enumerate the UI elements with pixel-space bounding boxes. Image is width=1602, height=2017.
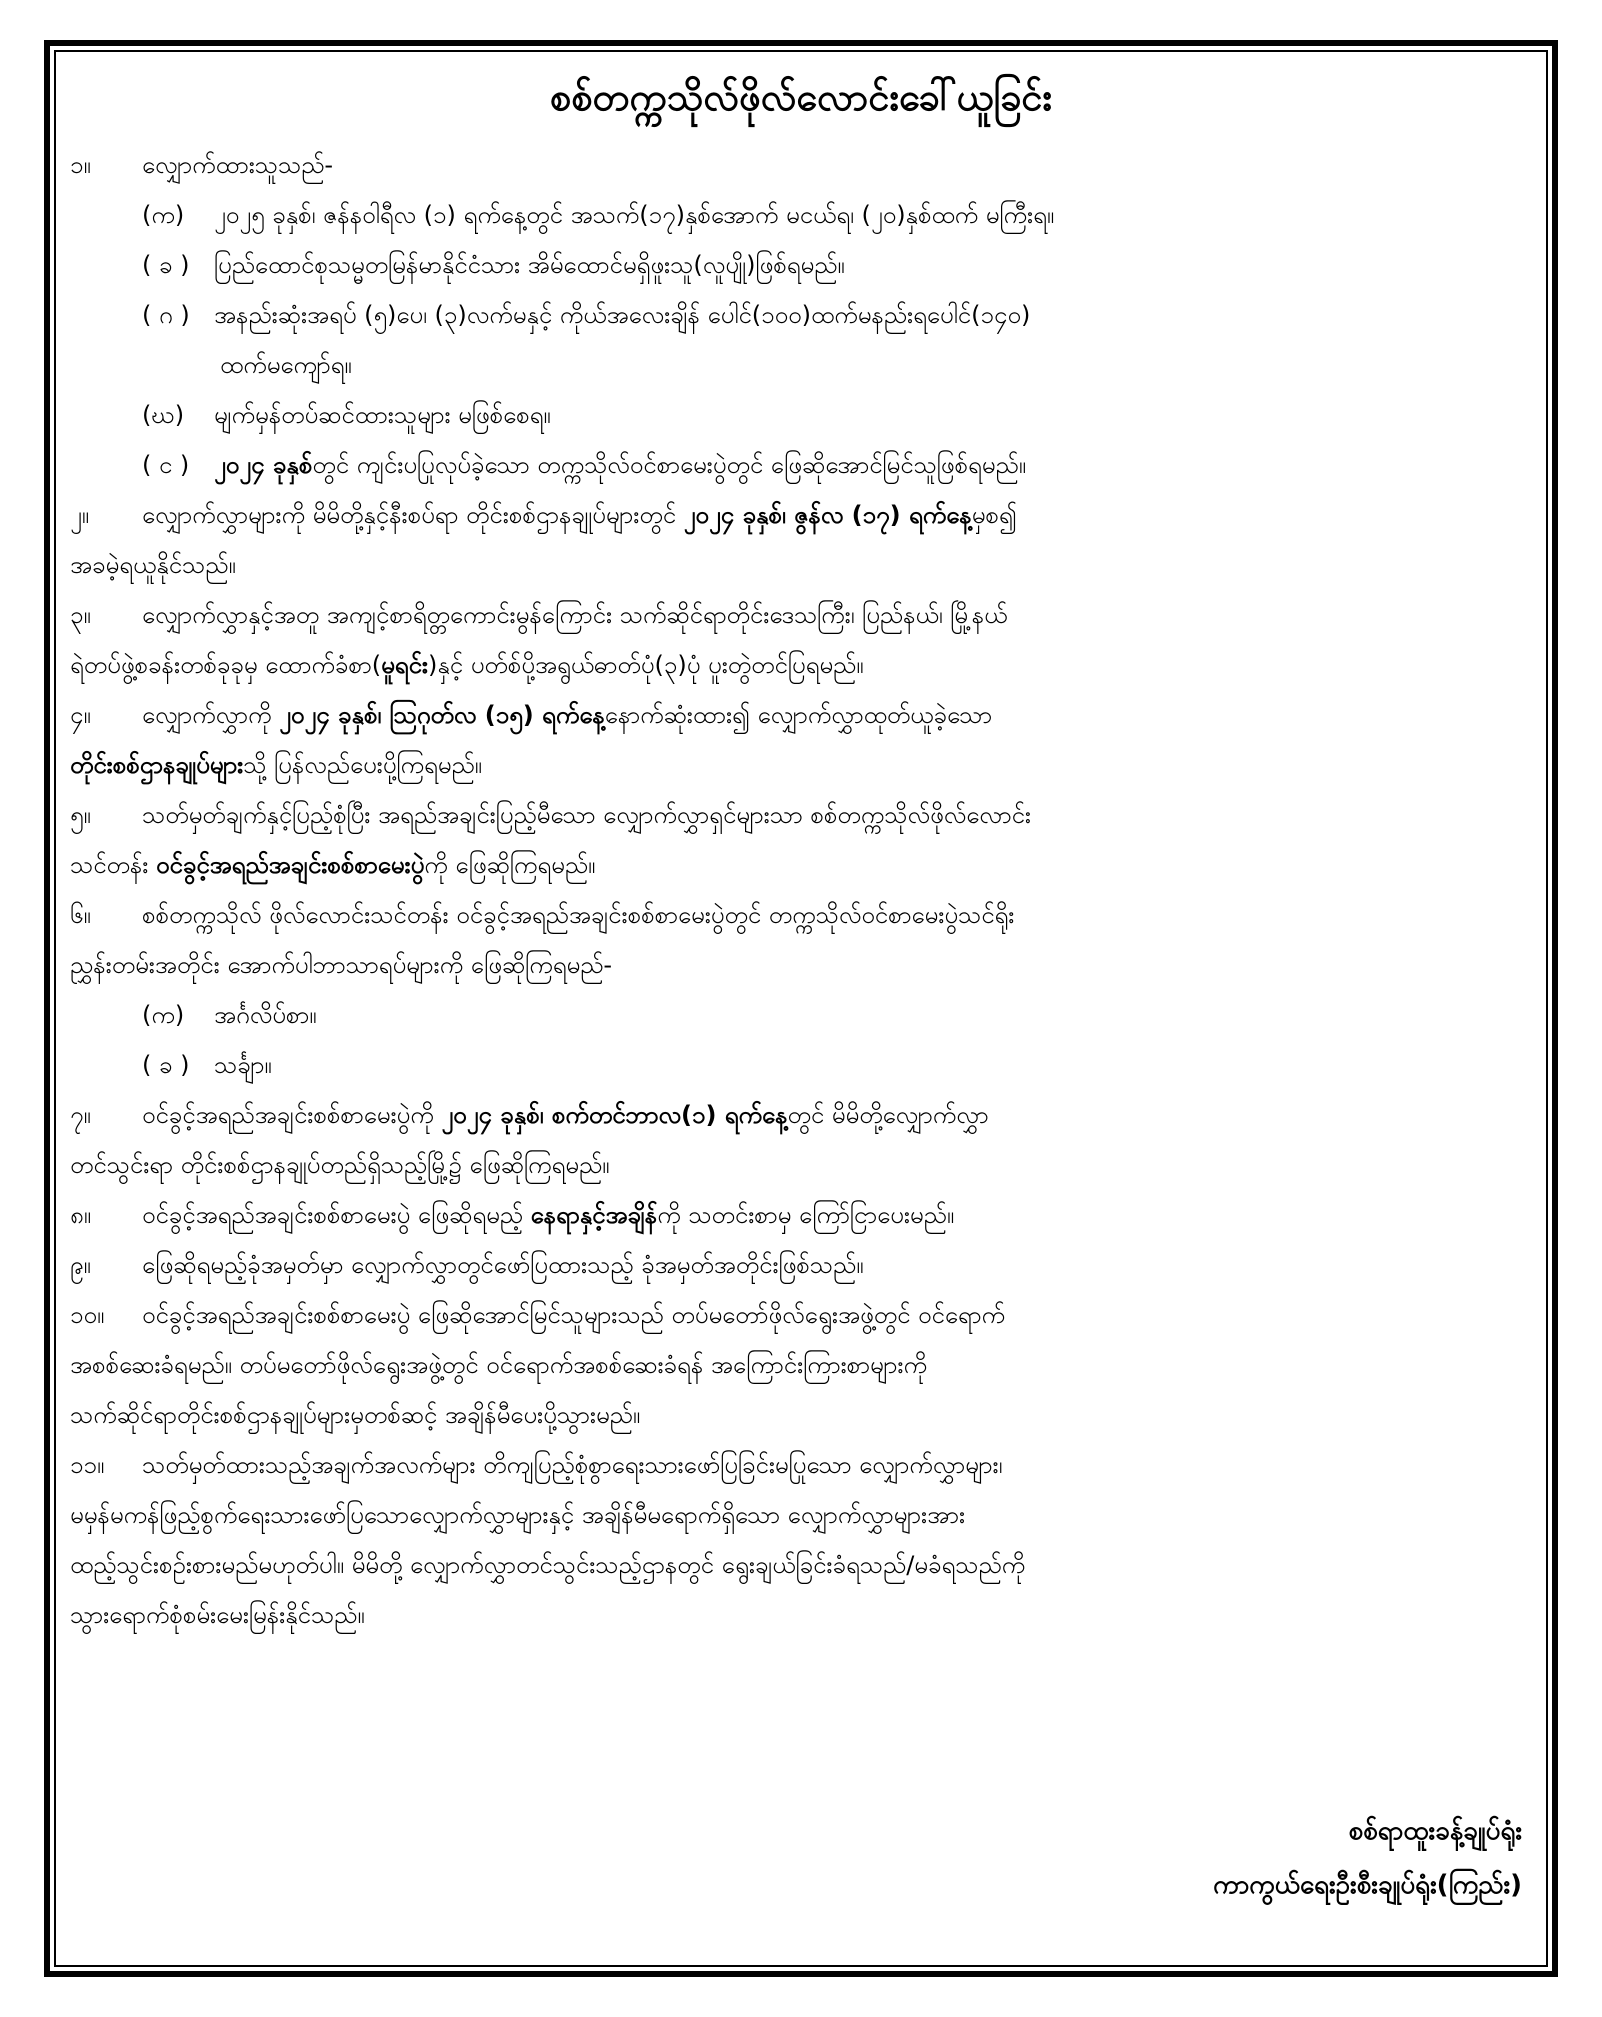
clause-2-cont: အခမဲ့ရယူနိုင်သည်။ <box>70 551 236 579</box>
clause-11-cont-3: သွားရောက်စုံစမ်းမေးမြန်းနိုင်သည်။ <box>70 1601 365 1629</box>
clause-1-gha: (ဃ) မျက်မှန်တပ်ဆင်ထားသူများ မဖြစ်စေရ။ <box>142 401 551 429</box>
clause-10: ၁၀။ ဝင်ခွင့်အရည်အချင်းစစ်စာမေးပွဲ ဖြေဆိုအောင်မြင်သူများသည် တပ်မတော်ဖိုလ်ရွေးအဖွဲ့တွင် ဝင်ရောက် <box>70 1301 1006 1329</box>
signature-block <box>1213 1804 1522 1912</box>
clause-1-nga: ( င ) ၂၀၂၄ ခုနှစ်တွင် ကျင်းပပြုလုပ်ခဲ့သော တက္ကသိုလ်ဝင်စာမေးပွဲတွင် ဖြေဆိုအောင်မြင်သူဖြစ်ရမည်။ <box>142 451 1026 479</box>
announcement-body <box>70 64 1532 1640</box>
clause-7-cont: တင်သွင်းရာ တိုင်းစစ်ဌာနချုပ်တည်ရှိသည့်မြို့၌ ဖြေဆိုကြရမည်။ <box>70 1151 610 1179</box>
clause-5-cont: သင်တန်း ဝင်ခွင့်အရည်အချင်းစစ်စာမေးပွဲကို ဖြေဆိုကြရမည်။ <box>70 851 596 879</box>
parent-office-name: ကာကွယ်ရေးဦးစီးချုပ်ရုံး(ကြည်း) <box>1213 1870 1522 1900</box>
clause-4: ၄။ လျှောက်လွှာကို ၂၀၂၄ ခုနှစ်၊ ဩဂုတ်လ (၁၅) ရက်နေ့နောက်ဆုံးထား၍ လျှောက်လွှာထုတ်ယူခဲ့သော <box>70 701 993 729</box>
clause-10-cont-2: သက်ဆိုင်ရာတိုင်းစစ်ဌာနချုပ်များမှတစ်ဆင့် အချိန်မီပေးပို့သွားမည်။ <box>70 1401 641 1429</box>
clause-1-ka: (က) ၂၀၂၅ ခုနှစ်၊ ဇန်နဝါရီလ (၁) ရက်နေ့တွင် အသက်(၁၇)နှစ်အောက် မငယ်ရ၊ (၂၀)နှစ်ထက် မကြီးရ။ <box>142 201 1055 229</box>
clause-11: ၁၁။ သတ်မှတ်ထားသည့်အချက်အလက်များ တိကျပြည့်စုံစွာရေးသားဖော်ပြခြင်းမပြုသော လျှောက်လွှာများ၊ <box>70 1451 1003 1479</box>
clause-5: ၅။ သတ်မှတ်ချက်နှင့်ပြည့်စုံပြီး အရည်အချင်းပြည့်မီသော လျှောက်လွှာရှင်များသာ စစ်တက္ကသိုလ်ဖိုလ်လောင်း <box>70 801 1031 829</box>
clause-1-ga-cont: ထက်မကျော်ရ။ <box>220 351 352 379</box>
clause-1-kha: ( ခ ) ပြည်ထောင်စုသမ္မတမြန်မာနိုင်ငံသား အိမ်ထောင်မရှိဖူးသူ(လူပျို)ဖြစ်ရမည်။ <box>142 251 845 279</box>
clause-6-ka: (က) အင်္ဂလိပ်စာ။ <box>142 1001 317 1029</box>
clause-10-cont-1: အစစ်ဆေးခံရမည်။ တပ်မတော်ဖိုလ်ရွေးအဖွဲ့တွင် ဝင်ရောက်အစစ်ဆေးခံရန် အကြောင်းကြားစာများကို <box>70 1351 928 1379</box>
clause-11-cont-2: ထည့်သွင်းစဉ်းစားမည်မဟုတ်ပါ။ မိမိတို့ လျှောက်လွှာတင်သွင်းသည့်ဌာနတွင် ရွေးချယ်ခြင်းခံရသည်/မခံရသည်ကို <box>70 1551 1026 1579</box>
clause-3-cont: ရဲတပ်ဖွဲ့စခန်းတစ်ခုခုမှ ထောက်ခံစာ(မူရင်း)နှင့် ပတ်စ်ပို့အရွယ်ဓာတ်ပုံ(၃)ပုံ ပူးတွဲတင်ပြရမည်။ <box>70 651 864 679</box>
clause-7: ၇။ ဝင်ခွင့်အရည်အချင်းစစ်စာမေးပွဲကို ၂၀၂၄ ခုနှစ်၊ စက်တင်ဘာလ(၁) ရက်နေ့တွင် မိမိတို့လျှောက်လွှာ <box>70 1101 989 1129</box>
clause-8: ၈။ ဝင်ခွင့်အရည်အချင်းစစ်စာမေးပွဲ ဖြေဆိုရမည့် နေရာနှင့်အချိန်ကို သတင်းစာမှ ကြော်ငြာပေးမည်။ <box>70 1201 955 1229</box>
clause-9: ၉။ ဖြေဆိုရမည့်ခုံအမှတ်မှာ လျှောက်လွှာတွင်ဖော်ပြထားသည့် ခုံအမှတ်အတိုင်းဖြစ်သည်။ <box>70 1251 864 1279</box>
clause-6-kha: ( ခ ) သင်္ချာ။ <box>142 1051 272 1079</box>
clause-11-cont-1: မမှန်မကန်ဖြည့်စွက်ရေးသားဖော်ပြသောလျှောက်လွှာများနှင့် အချိန်မီမရောက်ရှိသော လျှောက်လွှာများအား <box>70 1501 966 1529</box>
document-title: စစ်တက္ကသိုလ်ဖိုလ်လောင်းခေါ်ယူခြင်း <box>549 75 1053 119</box>
clause-1: ၁။ လျှောက်ထားသူသည်- <box>70 151 334 179</box>
clause-3: ၃။ လျှောက်လွှာနှင့်အတူ အကျင့်စာရိတ္တကောင်းမွန်ကြောင်း သက်ဆိုင်ရာတိုင်းဒေသကြီး၊ ပြည်နယ်၊ မြို့နယ် <box>70 601 1008 629</box>
clause-6-cont: ညွှန်းတမ်းအတိုင်း အောက်ပါဘာသာရပ်များကို ဖြေဆိုကြရမည်- <box>70 951 613 979</box>
office-name: စစ်ရာထူးခန့်ချုပ်ရုံး <box>1348 1816 1522 1846</box>
clause-4-cont: တိုင်းစစ်ဌာနချုပ်များသို့ ပြန်လည်ပေးပို့ကြရမည်။ <box>70 751 482 779</box>
clause-1-ga: ( ဂ ) အနည်းဆုံးအရပ် (၅)ပေ၊ (၃)လက်မနှင့် ကိုယ်အလေးချိန် ပေါင်(၁၀၀)ထက်မနည်းရပေါင်(၁၄၀) <box>142 301 1031 329</box>
clause-2: ၂။ လျှောက်လွှာများကို မိမိတို့နှင့်နီးစပ်ရာ တိုင်းစစ်ဌာနချုပ်များတွင် ၂၀၂၄ ခုနှစ်၊ ဇွန်လ (၁၇) ရက်နေ့မှစ၍ <box>70 501 1017 529</box>
clause-6: ၆။ စစ်တက္ကသိုလ် ဖိုလ်လောင်းသင်တန်း ဝင်ခွင့်အရည်အချင်းစစ်စာမေးပွဲတွင် တက္ကသိုလ်ဝင်စာမေးပွဲသင်ရိုး <box>70 901 1015 929</box>
